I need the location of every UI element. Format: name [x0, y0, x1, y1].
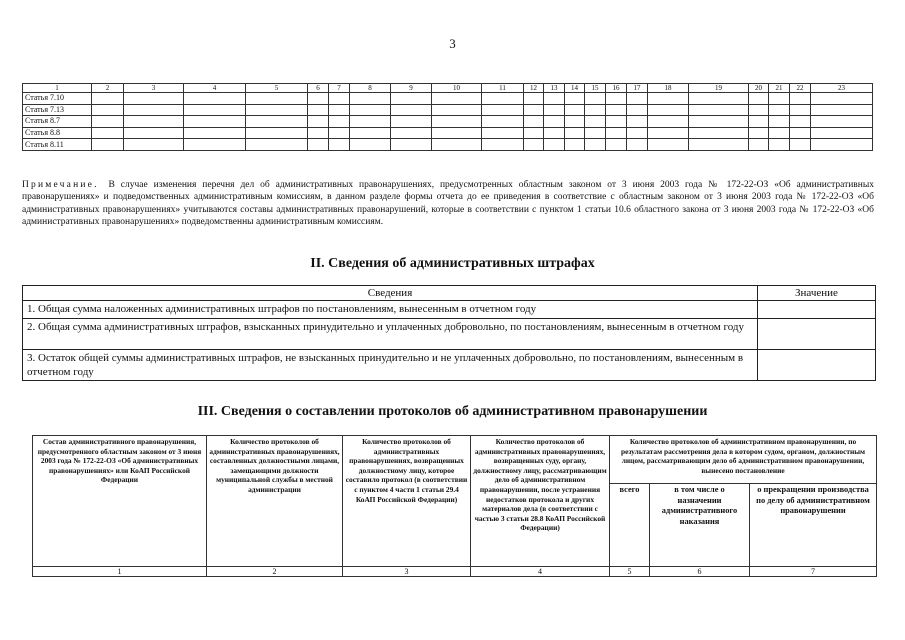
data-cell[interactable]	[246, 93, 308, 105]
column-number: 4	[184, 84, 246, 93]
data-cell[interactable]	[350, 116, 391, 128]
data-cell[interactable]	[606, 139, 627, 151]
column-number: 5	[246, 84, 308, 93]
data-cell[interactable]	[544, 139, 565, 151]
data-cell[interactable]	[648, 93, 689, 105]
data-cell[interactable]	[627, 104, 648, 116]
column-number: 10	[432, 84, 482, 93]
data-cell[interactable]	[124, 93, 184, 105]
row-text: 2. Общая сумма административных штрафов, взысканных принудительно и уплаченных добровольно, по постановлениям, вынесенным в отчетном году	[23, 319, 758, 350]
column-number: 13	[544, 84, 565, 93]
data-cell[interactable]	[790, 139, 811, 151]
data-cell[interactable]	[92, 93, 124, 105]
data-cell[interactable]	[482, 116, 524, 128]
column-number: 7	[329, 84, 350, 93]
row-text: 1. Общая сумма наложенных административных штрафов по постановлениям, вынесенным в отчетном году	[23, 301, 758, 319]
col2-header: Количество протоколов об административных правонарушениях, составленных должностными лицами, замещающими должности муниципальной службы в местной администрации	[207, 436, 343, 567]
data-cell[interactable]	[648, 127, 689, 139]
table-row	[23, 93, 873, 105]
column-number: 9	[391, 84, 432, 93]
table-row	[23, 104, 873, 116]
data-cell[interactable]	[308, 127, 329, 139]
column-number: 2	[207, 567, 343, 577]
data-cell[interactable]	[124, 139, 184, 151]
data-cell[interactable]	[585, 139, 606, 151]
protocols-table	[32, 435, 877, 577]
data-cell[interactable]	[790, 104, 811, 116]
data-cell[interactable]	[184, 139, 246, 151]
data-cell[interactable]	[627, 127, 648, 139]
data-cell[interactable]	[565, 116, 585, 128]
section3-title: III. Сведения о составлении протоколов об административном правонарушении	[197, 404, 708, 419]
data-cell[interactable]	[92, 116, 124, 128]
data-cell[interactable]	[544, 127, 565, 139]
data-cell[interactable]	[432, 93, 482, 105]
data-cell[interactable]	[524, 93, 544, 105]
data-cell[interactable]	[350, 127, 391, 139]
col7-header: о прекращении производства по делу об административном правонарушении	[750, 484, 877, 567]
note-paragraph	[22, 179, 874, 228]
column-number: 23	[811, 84, 873, 93]
column-number: 15	[585, 84, 606, 93]
data-cell[interactable]	[648, 139, 689, 151]
row-label: Статья 7.10	[23, 93, 92, 105]
column-number: 1	[23, 84, 92, 93]
column-numbers-row	[33, 567, 877, 577]
data-cell[interactable]	[689, 127, 749, 139]
data-cell[interactable]	[92, 127, 124, 139]
data-cell[interactable]	[689, 104, 749, 116]
column-number: 3	[343, 567, 471, 577]
data-cell[interactable]	[627, 93, 648, 105]
column-number: 5	[610, 567, 650, 577]
data-cell[interactable]	[689, 116, 749, 128]
data-cell[interactable]	[184, 116, 246, 128]
data-cell[interactable]	[544, 104, 565, 116]
data-cell[interactable]	[350, 139, 391, 151]
row-label: Статья 8.8	[23, 127, 92, 139]
data-cell[interactable]	[811, 116, 873, 128]
col1-header: Состав административного правонарушения, предусмотренного областным законом от 3 июня 2003 года № 172-22-ОЗ «Об административных правонарушениях» или КоАП Российской Федерации	[33, 436, 207, 567]
data-cell[interactable]	[811, 104, 873, 116]
data-cell[interactable]	[648, 104, 689, 116]
data-cell[interactable]	[350, 104, 391, 116]
data-cell[interactable]	[432, 116, 482, 128]
data-cell[interactable]	[811, 93, 873, 105]
column-number: 19	[689, 84, 749, 93]
data-cell[interactable]	[606, 127, 627, 139]
data-cell[interactable]	[585, 104, 606, 116]
data-cell[interactable]	[769, 139, 790, 151]
row-value[interactable]	[758, 350, 876, 381]
data-cell[interactable]	[524, 139, 544, 151]
col4-header: Количество протоколов об административных правонарушениях, возвращенных суду, органу, должностному лицу, рассматривающим дело об административном правонарушении, после устранения недостатков протокола и других материалов дела (в соответствии с частью 3 статьи 28.8 КоАП Российской Федерации)	[471, 436, 610, 567]
data-cell[interactable]	[790, 127, 811, 139]
data-cell[interactable]	[246, 127, 308, 139]
data-cell[interactable]	[544, 116, 565, 128]
data-cell[interactable]	[391, 116, 432, 128]
row-text: 3. Остаток общей суммы административных штрафов, не взысканных принудительно и не уплаченных добровольно, по постановлениям, вынесенным в отчетном году	[23, 350, 758, 381]
data-cell[interactable]	[184, 127, 246, 139]
column-number: 3	[124, 84, 184, 93]
data-cell[interactable]	[391, 93, 432, 105]
table-row	[23, 319, 876, 350]
column-number: 6	[650, 567, 750, 577]
data-cell[interactable]	[308, 93, 329, 105]
table-row	[23, 350, 876, 381]
data-cell[interactable]	[308, 104, 329, 116]
data-cell[interactable]	[246, 139, 308, 151]
data-cell[interactable]	[350, 93, 391, 105]
column-number: 2	[92, 84, 124, 93]
column-number: 21	[769, 84, 790, 93]
data-cell[interactable]	[790, 93, 811, 105]
table-row	[23, 301, 876, 319]
data-cell[interactable]	[811, 139, 873, 151]
data-cell[interactable]	[544, 93, 565, 105]
data-cell[interactable]	[790, 116, 811, 128]
header-znachenie: Значение	[758, 286, 876, 301]
fines-table-header	[23, 286, 876, 301]
column-number: 12	[524, 84, 544, 93]
data-cell[interactable]	[432, 104, 482, 116]
data-cell[interactable]	[92, 104, 124, 116]
data-cell[interactable]	[92, 139, 124, 151]
column-number: 16	[606, 84, 627, 93]
data-cell[interactable]	[124, 104, 184, 116]
data-cell[interactable]	[606, 104, 627, 116]
data-cell[interactable]	[246, 104, 308, 116]
data-cell[interactable]	[482, 127, 524, 139]
data-cell[interactable]	[432, 127, 482, 139]
data-cell[interactable]	[689, 139, 749, 151]
table-row	[23, 139, 873, 151]
fines-table	[22, 285, 876, 381]
column-number: 4	[471, 567, 610, 577]
data-cell[interactable]	[585, 116, 606, 128]
data-cell[interactable]	[565, 104, 585, 116]
column-number: 1	[33, 567, 207, 577]
table-row	[23, 116, 873, 128]
data-cell[interactable]	[565, 127, 585, 139]
data-cell[interactable]	[308, 116, 329, 128]
column-number: 7	[750, 567, 877, 577]
data-cell[interactable]	[124, 127, 184, 139]
column-number: 18	[648, 84, 689, 93]
data-cell[interactable]	[769, 116, 790, 128]
data-cell[interactable]	[627, 116, 648, 128]
page-number: 3	[449, 36, 456, 51]
articles-table	[22, 83, 873, 151]
col5-group-header: Количество протоколов об административном правонарушении, по результатам рассмотрения дела в котором судом, органом, должностным лицом, рассматривающим дело об административном правонарушении, вынесено постановление	[610, 436, 877, 484]
data-cell[interactable]	[565, 93, 585, 105]
data-cell[interactable]	[627, 139, 648, 151]
row-label: Статья 7.13	[23, 104, 92, 116]
column-number: 22	[790, 84, 811, 93]
data-cell[interactable]	[246, 116, 308, 128]
row-label: Статья 8.11	[23, 139, 92, 151]
col3-header: Количество протоколов об административных правонарушениях, возвращенных должностному лицу, которое составило протокол (в соответствии с пунктом 4 части 1 статьи 29.4 КоАП Российской Федерации)	[343, 436, 471, 567]
column-number: 17	[627, 84, 648, 93]
data-cell[interactable]	[811, 127, 873, 139]
data-cell[interactable]	[565, 139, 585, 151]
data-cell[interactable]	[329, 116, 350, 128]
data-cell[interactable]	[524, 116, 544, 128]
column-number: 14	[565, 84, 585, 93]
data-cell[interactable]	[769, 104, 790, 116]
data-cell[interactable]	[585, 127, 606, 139]
data-cell[interactable]	[689, 93, 749, 105]
data-cell[interactable]	[391, 127, 432, 139]
note-text: В случае изменения перечня дел об административных правонарушениях, предусмотренных областным законом от 3 июня 2003 года № 172-22-ОЗ «Об административных правонарушениях» и подведомственных административным комиссиям, в данном разделе формы отчета до ее приведения в соответствие с областным законом от 3 июня 2003 года № 172-22-ОЗ «Об административных правонарушениях» учитываются составы административных правонарушений, которые в соответствии с пунктом 1 статьи 10.6 областного закона от 3 июня 2003 года № 172-22-ОЗ «Об административных правонарушениях» подведомственны административным комиссиям.	[22, 180, 875, 227]
row-value[interactable]	[758, 319, 876, 350]
data-cell[interactable]	[391, 139, 432, 151]
column-number: 6	[308, 84, 329, 93]
data-cell[interactable]	[329, 127, 350, 139]
data-cell[interactable]	[184, 93, 246, 105]
column-number: 11	[482, 84, 524, 93]
row-value[interactable]	[758, 301, 876, 319]
data-cell[interactable]	[648, 116, 689, 128]
data-cell[interactable]	[432, 139, 482, 151]
row-label: Статья 8.7	[23, 116, 92, 128]
col6-header: в том числе о назначении административного наказания	[650, 484, 750, 567]
table-row	[23, 127, 873, 139]
data-cell[interactable]	[329, 139, 350, 151]
data-cell[interactable]	[329, 93, 350, 105]
data-cell[interactable]	[184, 104, 246, 116]
data-cell[interactable]	[769, 93, 790, 105]
data-cell[interactable]	[749, 104, 769, 116]
data-cell[interactable]	[749, 93, 769, 105]
data-cell[interactable]	[308, 139, 329, 151]
column-numbers-row	[23, 84, 873, 93]
data-cell[interactable]	[524, 127, 544, 139]
data-cell[interactable]	[749, 139, 769, 151]
data-cell[interactable]	[482, 104, 524, 116]
header-svedeniya: Сведения	[23, 286, 758, 301]
data-cell[interactable]	[482, 139, 524, 151]
data-cell[interactable]	[124, 116, 184, 128]
data-cell[interactable]	[391, 104, 432, 116]
data-cell[interactable]	[524, 104, 544, 116]
data-cell[interactable]	[606, 93, 627, 105]
data-cell[interactable]	[585, 93, 606, 105]
data-cell[interactable]	[749, 127, 769, 139]
col5-header: всего	[610, 484, 650, 567]
data-cell[interactable]	[482, 93, 524, 105]
data-cell[interactable]	[769, 127, 790, 139]
note-label: Примечание.	[22, 180, 99, 190]
column-number: 8	[350, 84, 391, 93]
data-cell[interactable]	[329, 104, 350, 116]
column-number: 20	[749, 84, 769, 93]
data-cell[interactable]	[749, 116, 769, 128]
section2-title: II. Сведения об административных штрафах	[310, 256, 595, 271]
data-cell[interactable]	[606, 116, 627, 128]
